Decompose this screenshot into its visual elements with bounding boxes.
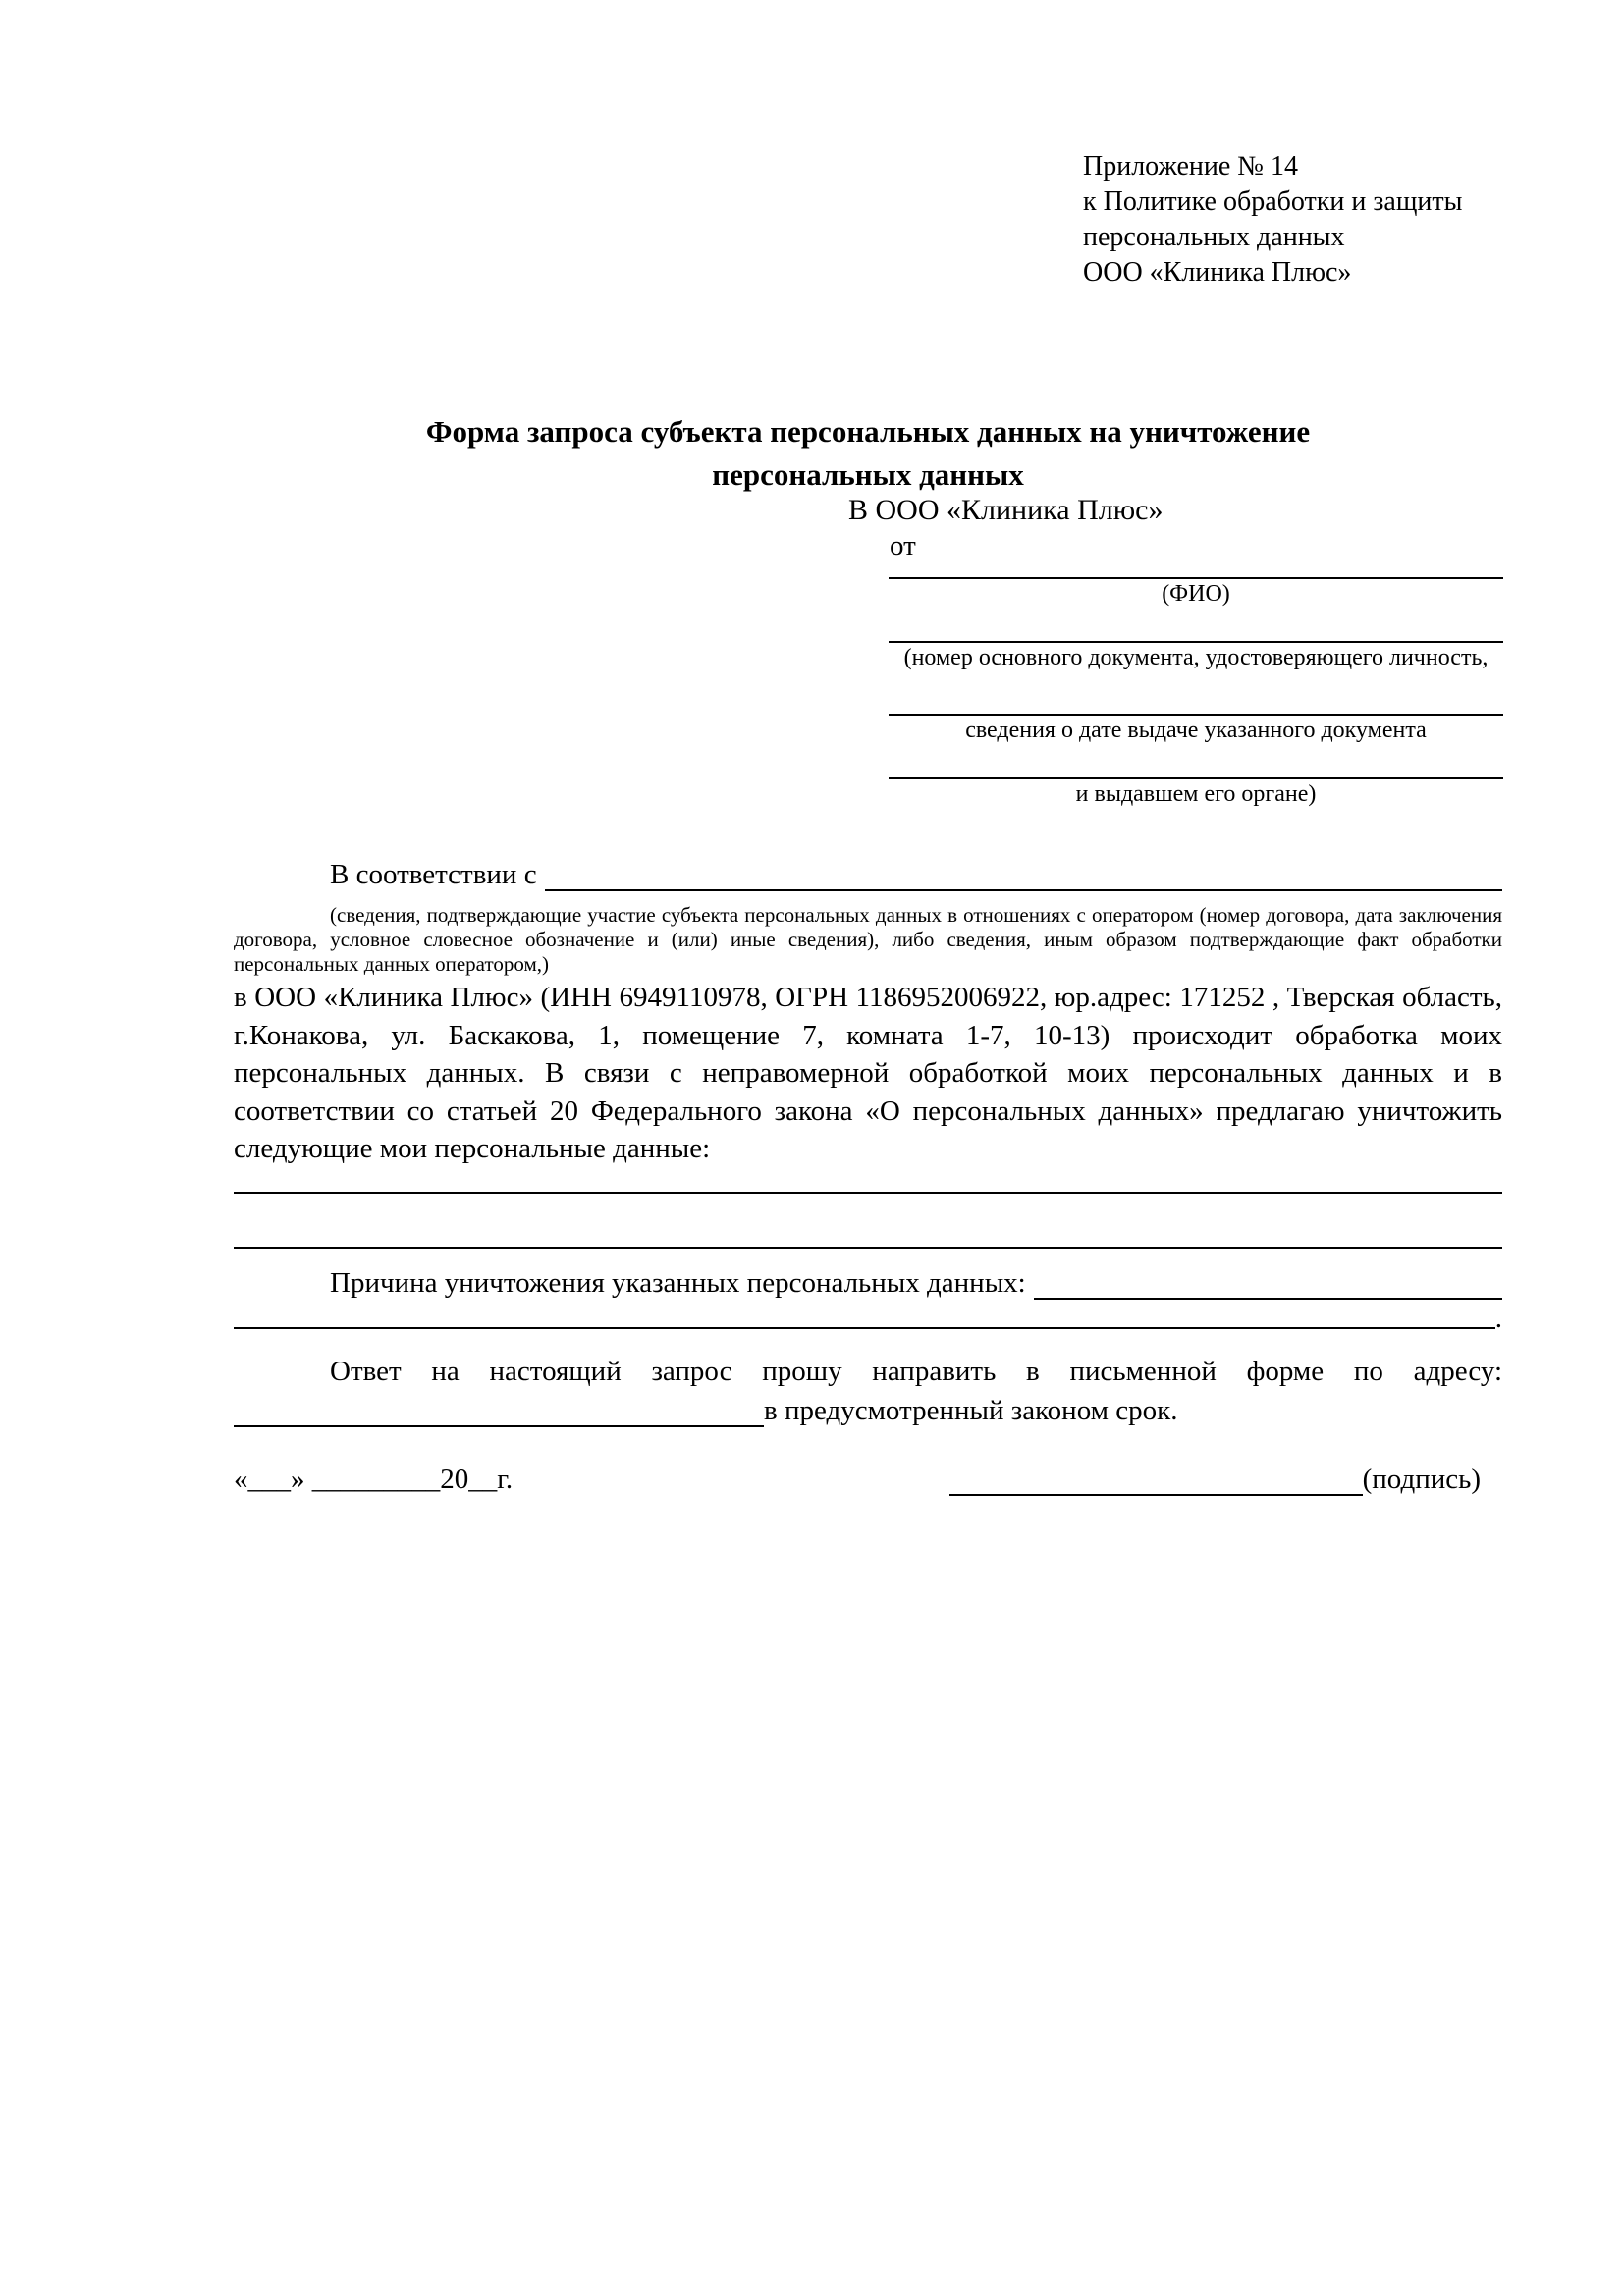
request-body-paragraph: в ООО «Клиника Плюс» (ИНН 6949110978, ОГРН 1186952006922, юр.адрес: 171252 , Тверская область, г.Конакова, ул. Баскакова, 1, помещение 7, комната 1-7, 10-13) происходит обработка моих персональных данных. В связи с неправомерной обработкой моих персональных данных и в соответствии со статьей 20 Федерального закона «О персональных данных» предлагаю уничтожить следующие мои персональные данные:: [234, 982, 1502, 1164]
reason-fill-line[interactable]: [1034, 1293, 1502, 1300]
signature-group: [949, 1464, 1481, 1496]
appendix-line-2: к Политике обработки и защиты: [1083, 187, 1463, 217]
data-to-destroy-line-1[interactable]: [234, 1174, 1502, 1194]
appendix-line-1: Приложение № 14: [1083, 151, 1298, 182]
accordance-lead: В соответствии с: [330, 859, 537, 890]
applicant-info-fields: [889, 560, 1503, 807]
form-title-line-2: персональных данных: [712, 457, 1024, 492]
date-blank[interactable]: «___» _________20__г.: [234, 1463, 514, 1495]
address-fill-line[interactable]: [234, 1420, 764, 1427]
main-text-column: [234, 854, 1502, 1496]
recipient-line: В ООО «Клиника Плюс»: [848, 494, 1164, 526]
response-address-row: [234, 1390, 1502, 1427]
date-signature-row: [234, 1461, 1502, 1496]
reason-row: [234, 1262, 1502, 1300]
reason-label: Причина уничтожения указанных персональных данных:: [330, 1266, 1026, 1299]
from-label: от: [890, 530, 916, 561]
appendix-line-3: персональных данных: [1083, 222, 1345, 252]
appendix-line-4: ООО «Клиника Плюс»: [1083, 257, 1352, 288]
accordance-note: (сведения, подтверждающие участие субъекта персональных данных в отношениях с оператором (номер договора, дата заключения договора, условное словесное обозначение и (или) иные сведения), либо сведения, иным образом подтверждающие факт обработки персональных данных оператором,): [234, 903, 1502, 976]
id-document-field-caption: (номер основного документа, удостоверяющего личность,: [903, 645, 1489, 670]
accordance-row: [234, 854, 1502, 891]
accordance-fill-line[interactable]: [545, 884, 1502, 891]
data-to-destroy-line-2[interactable]: [234, 1229, 1502, 1249]
issue-date-field-line[interactable]: [889, 696, 1503, 716]
form-title: [234, 410, 1502, 497]
signature-caption: (подпись): [1362, 1463, 1481, 1495]
period-mark: .: [1494, 1302, 1502, 1334]
reason-continuation-line[interactable]: [234, 1322, 1495, 1329]
issuing-authority-field-line[interactable]: [889, 760, 1503, 779]
fio-field-line[interactable]: [889, 560, 1503, 579]
issue-date-field-caption: сведения о дате выдаче указанного документа: [965, 718, 1427, 743]
issuing-authority-field-caption: и выдавшем его органе): [1075, 781, 1317, 807]
form-title-line-1: Форма запроса субъекта персональных данных на уничтожение: [425, 414, 1311, 449]
response-deadline-text: в предусмотренный законом срок.: [764, 1394, 1178, 1426]
appendix-header: [1083, 149, 1462, 291]
id-document-field-line[interactable]: [889, 623, 1503, 643]
fio-field-caption: (ФИО): [1162, 581, 1230, 607]
signature-line[interactable]: [949, 1489, 1363, 1496]
reason-continuation-row: [234, 1302, 1502, 1334]
response-request-line: Ответ на настоящий запрос прошу направить в письменной форме по адресу:: [330, 1355, 1502, 1387]
